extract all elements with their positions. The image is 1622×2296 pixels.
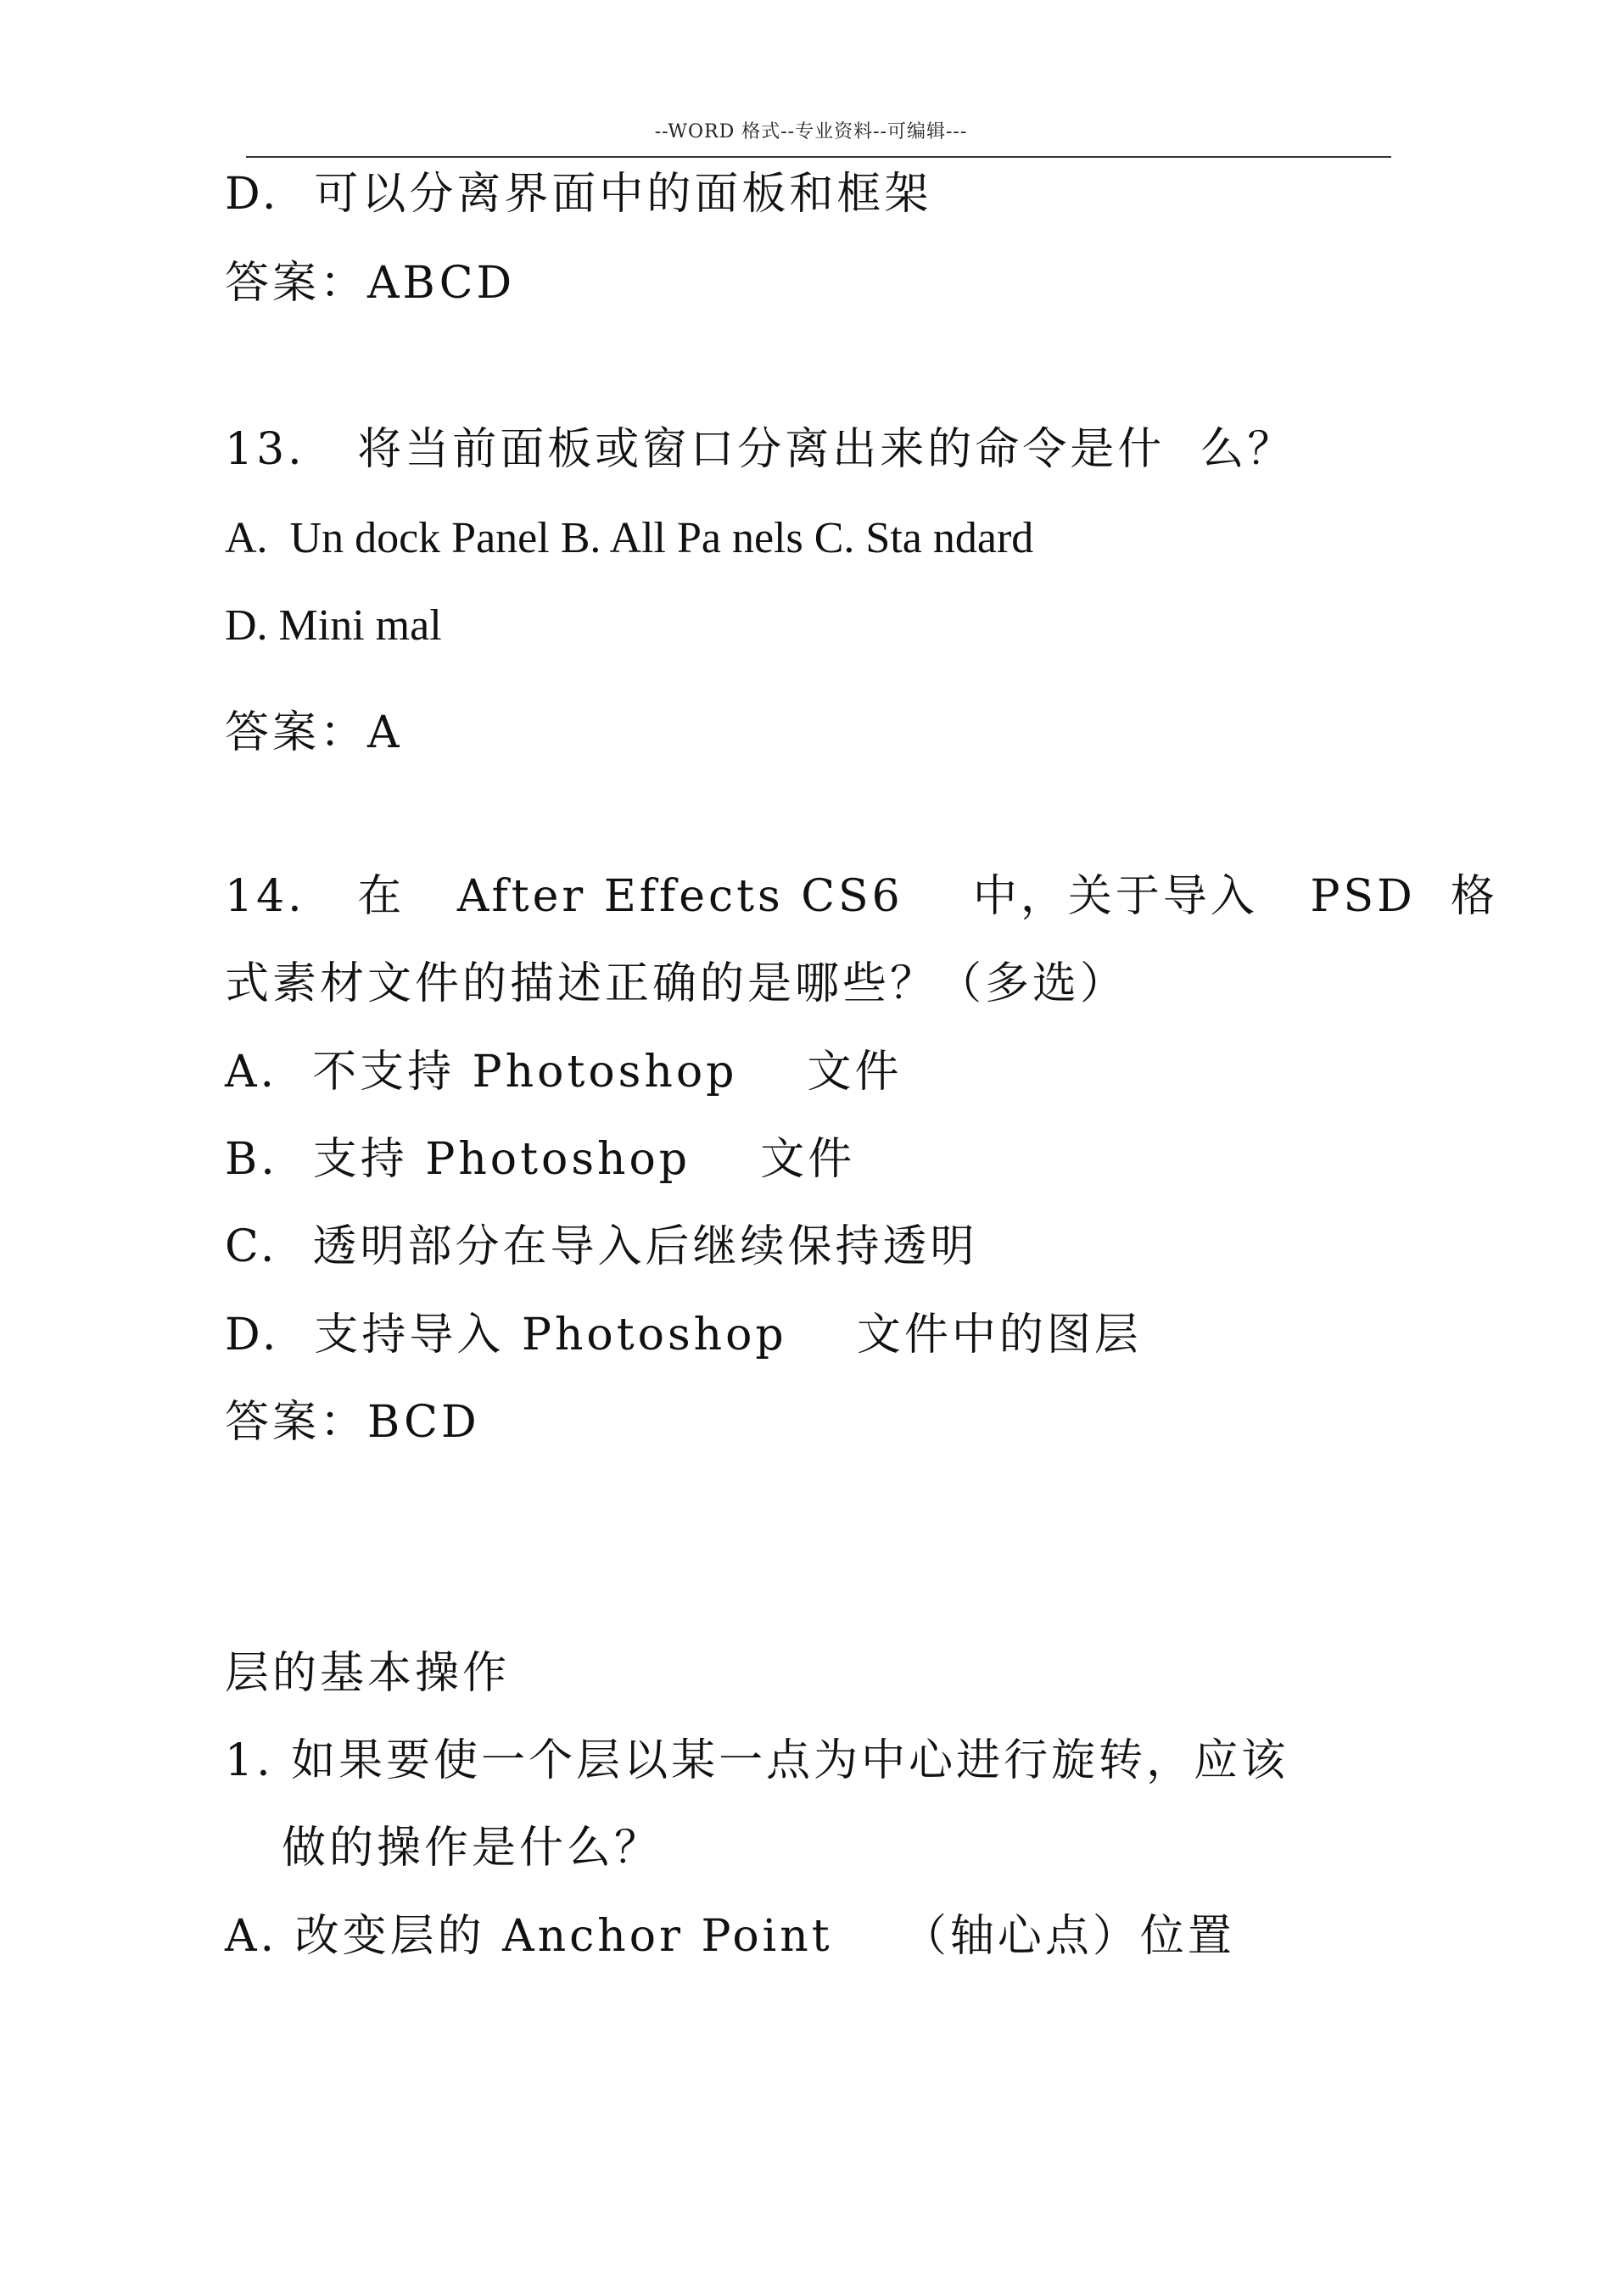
q14-option-a: A. 不支持 Photoshop 文件 <box>225 1047 903 1098</box>
q14-question-line-1: 14. 在 After Effects CS6 中，关于导入 PSD 格 <box>225 871 1498 922</box>
q13-option-d: D. Mini mal <box>225 601 442 650</box>
s1-option-a: A. 改变层的 Anchor Point （轴心点）位置 <box>225 1911 1235 1962</box>
s1-question-line-2: 做的操作是什么？ <box>282 1823 663 1874</box>
q14-question-line-2: 式素材文件的描述正确的是哪些？（多选） <box>225 958 1128 1009</box>
page-header: --WORD 格式--专业资料--可编辑--- <box>654 121 968 142</box>
q13-options-abc: A. Un dock Panel B. All Pa nels C. Sta ndard <box>225 514 1034 562</box>
header-rule <box>246 156 1391 158</box>
q14-answer: 答案：BCD <box>225 1397 480 1448</box>
q14-option-c: C. 透明部分在导入后继续保持透明 <box>225 1221 978 1272</box>
q12-option-d: D. 可以分离界面中的面板和框架 <box>225 169 932 220</box>
q14-option-b: B. 支持 Photoshop 文件 <box>225 1134 856 1185</box>
q13-question: 13. 将当前面板或窗口分离出来的命令是什 么？ <box>225 424 1295 475</box>
q13-answer: 答案：A <box>225 707 403 758</box>
section-title: 层的基本操作 <box>225 1648 511 1699</box>
q12-answer: 答案：ABCD <box>225 258 516 309</box>
s1-question-line-1: 1. 如果要使一个层以某一点为中心进行旋转，应该 <box>225 1735 1289 1786</box>
q14-option-d: D. 支持导入 Photoshop 文件中的图层 <box>225 1310 1142 1360</box>
